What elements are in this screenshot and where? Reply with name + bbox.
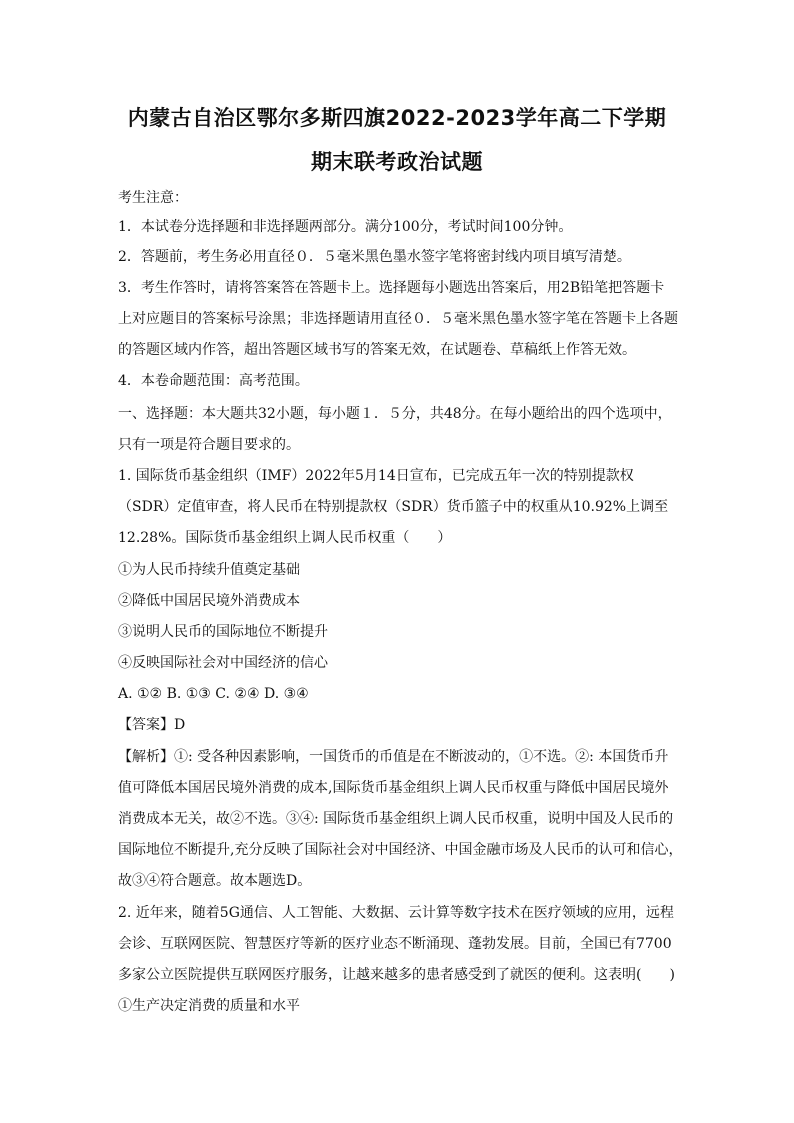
notice-item-2: 2．答题前，考生务必用直径０．５毫米黑色墨水签字笔将密封线内项目填写清楚。 [118,249,631,265]
document-title: 内蒙古自治区鄂尔多斯四旗2022-2023学年高二下学期 [127,106,667,130]
question-1-choices: A. ①② B. ①③ C. ②④ D. ③④ [118,686,309,702]
notice-item-4: 4．本卷命题范围：高考范围。 [118,373,309,389]
document-subtitle: 期末联考政治试题 [311,150,483,174]
section-heading-cont: 只有一项是符合题目要求的。 [118,437,300,453]
question-1-option: ①为人民币持续升值奠定基础 [118,562,300,578]
question-1-analysis: 故③④符合题意。故本题选D。 [118,873,312,889]
question-1-option: ④反映国际社会对中国经济的信心 [118,655,328,671]
question-1-stem: （SDR）定值审查，将人民币在特别提款权（SDR）货币篮子中的权重从10.92%上调至 [118,499,669,515]
question-1-option: ③说明人民币的国际地位不断提升 [118,624,328,640]
notice-item-3: 3．考生作答时，请将答案答在答题卡上。选择题每小题选出答案后，用2B铅笔把答题卡 [118,280,665,296]
question-1-answer: 【答案】D [118,717,186,733]
section-heading: 一、选择题：本大题共32小题，每小题１．５分，共48分。在每小题给出的四个选项中， [118,406,672,422]
notice-heading: 考生注意： [118,190,188,206]
question-2-stem: 多家公立医院提供互联网医疗服务，让越来越多的患者感受到了就医的便利。这表明( ) [118,967,675,983]
notice-item-1: 1．本试卷分选择题和非选择题两部分。满分100分，考试时间100分钟。 [118,219,573,235]
question-2-stem: 2. 近年来，随着5G通信、人工智能、大数据、云计算等数字技术在医疗领域的应用，远程 [118,905,674,921]
question-1-stem: 1. 国际货币基金组织（IMF）2022年5月14日宣布，已完成五年一次的特别提款权 [118,468,634,484]
notice-item-3-cont: 的答题区域内作答，超出答题区域书写的答案无效，在试题卷、草稿纸上作答无效。 [118,342,636,358]
notice-item-3-cont: 上对应题目的答案标号涂黑；非选择题请用直径０．５毫米黑色墨水签字笔在答题卡上各题 [118,311,678,327]
question-1-analysis: 【解析】①: 受各种因素影响，一国货币的币值是在不断波动的，①不选。②: 本国货币升 [118,749,669,765]
question-2-option: ①生产决定消费的质量和水平 [118,998,300,1014]
question-1-option: ②降低中国居民境外消费成本 [118,593,300,609]
question-1-analysis: 值可降低本国居民境外消费的成本,国际货币基金组织上调人民币权重与降低中国居民境外 [118,780,669,796]
question-1-analysis: 消费成本无关，故②不选。③④: 国际货币基金组织上调人民币权重，说明中国及人民币的 [118,811,674,827]
question-1-stem: 12.28%。国际货币基金组织上调人民币权重（ ） [118,530,452,546]
question-1-analysis: 国际地位不断提升,充分反映了国际社会对中国经济、中国金融市场及人民币的认可和信心， [118,842,683,858]
question-2-stem: 会诊、互联网医院、智慧医疗等新的医疗业态不断涌现、蓬勃发展。目前，全国已有7700 [118,936,672,952]
